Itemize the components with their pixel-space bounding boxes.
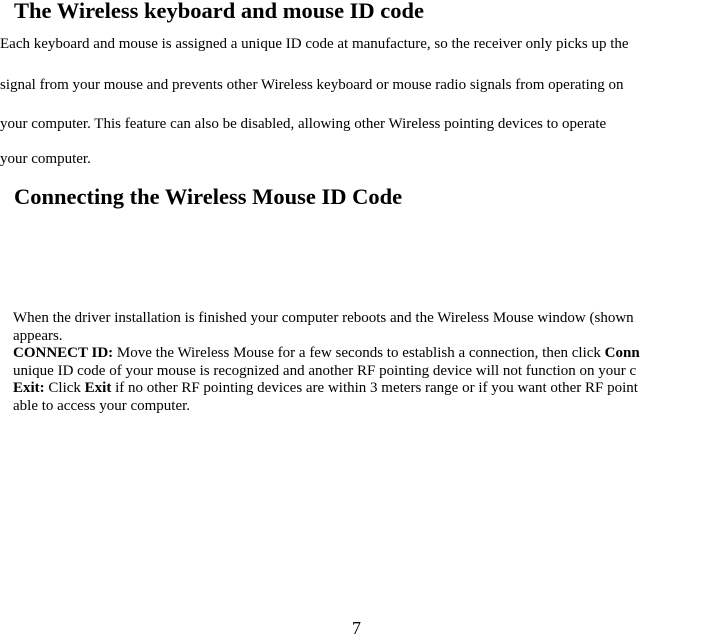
section-heading: Connecting the Wireless Mouse ID Code [14,184,403,209]
connect-button-reference: Conn [604,345,640,361]
exit-text-1: Click [44,380,85,396]
instructions-line-6: able to access your computer. [13,397,191,414]
instructions-line-4: unique ID code of your mouse is recognized and another RF pointing device will not function on your c [13,362,637,379]
intro-line-1: Each keyboard and mouse is assigned a unique ID code at manufacture, so the receiver only picks up the [0,36,629,52]
exit-line [13,380,640,398]
connect-id-line [13,345,640,363]
instructions-line-2: appears. [13,327,63,344]
instructions-line-1: When the driver installation is finished your computer reboots and the Wireless Mouse window (shown [13,310,634,326]
instructions-paragraph [13,310,640,415]
connect-id-label: CONNECT ID: [13,345,114,361]
exit-button-reference: Exit [84,380,112,396]
intro-line-2: signal from your mouse and prevents other Wireless keyboard or mouse radio signals from operating on [0,77,624,93]
page-heading: The Wireless keyboard and mouse ID code [14,0,425,23]
intro-line-3: your computer. This feature can also be disabled, allowing other Wireless pointing devices to operate [0,116,607,132]
page-number: 7 [352,618,361,634]
exit-text-2: if no other RF pointing devices are within 3 meters range or if you want other RF point [111,380,638,396]
connect-id-text: Move the Wireless Mouse for a few seconds to establish a connection, then click [113,345,605,361]
exit-label: Exit: [13,380,45,396]
intro-line-4: your computer. [0,151,91,167]
